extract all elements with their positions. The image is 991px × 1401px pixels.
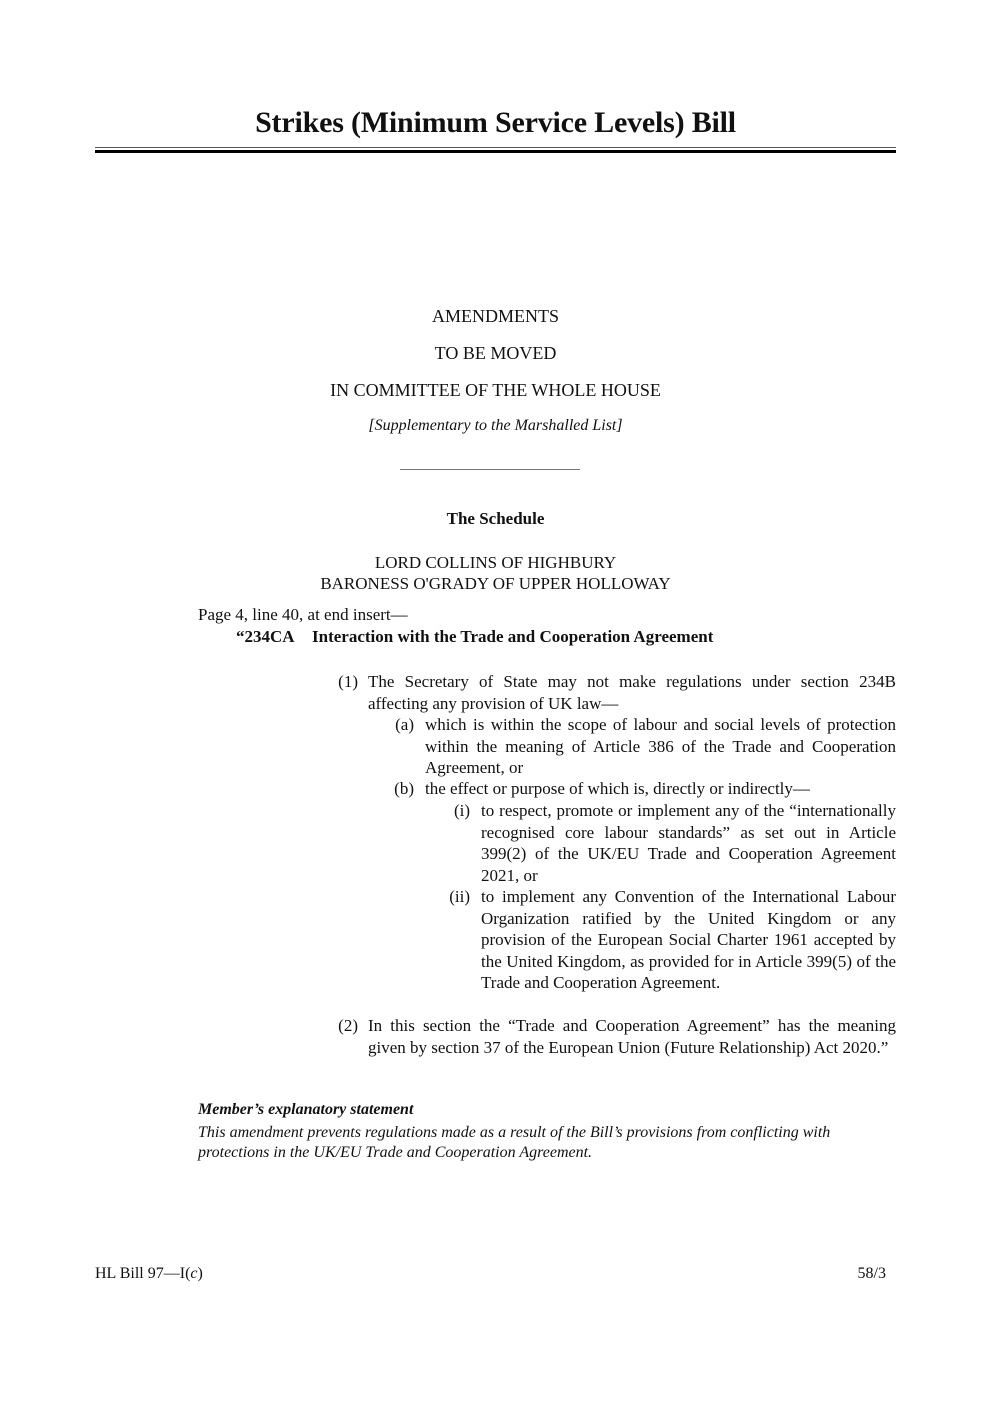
subparagraph-label-i: (i)	[453, 801, 470, 820]
subtitle: [Supplementary to the Marshalled List]	[368, 417, 623, 434]
section-heading: The Schedule	[446, 509, 545, 528]
footer-page-reference: 58/3	[857, 1265, 886, 1282]
subparagraph-label-ii: (ii)	[449, 887, 470, 906]
subsection-text-2: In this section the “Trade and Cooperation Agreement” has the meaning given by section 37 of the European Union (Future Relationship) Act 2020.”	[368, 1016, 896, 1057]
subsection-text-1: The Secretary of State may not make regulations under section 234B affecting any provision of UK law—	[368, 672, 896, 713]
paragraph-text-a: which is within the scope of labour and social levels of protection within the meaning of Article 386 of the Trade and Cooperation Agreement, or	[425, 715, 896, 777]
paragraph-text-b: the effect or purpose of which is, directly or indirectly—	[425, 779, 810, 798]
header-line-committee: IN COMMITTEE OF THE WHOLE HOUSE	[330, 380, 661, 400]
header-line-to-be-moved: TO BE MOVED	[434, 343, 557, 363]
explanatory-statement-text: This amendment prevents regulations made as a result of the Bill’s provisions from conflicting with protections in the UK/EU Trade and Cooperation Agreement.	[198, 1124, 831, 1161]
subparagraph-text-i: to respect, promote or implement any of the “internationally recognised core labour standards” as set out in Article 399(2) of the UK/EU Trade and Cooperation Agreement 2021, or	[481, 801, 896, 885]
paragraph-label-b: (b)	[394, 779, 414, 798]
title-rule-thin	[95, 147, 896, 148]
footer-bill-reference	[95, 1265, 203, 1283]
title-rule-thick	[95, 150, 896, 153]
clause-heading: Interaction with the Trade and Cooperation Agreement	[312, 627, 714, 646]
bill-title: Strikes (Minimum Service Levels) Bill	[255, 106, 736, 139]
subparagraph-text-ii: to implement any Convention of the International Labour Organization ratified by the United Kingdom or any provision of the European Social Charter 1961 accepted by the United Kingdom, as provided for in Article 399(5) of the Trade and Cooperation Agreement.	[481, 887, 896, 992]
amendment-instruction: Page 4, line 40, at end insert—	[198, 605, 408, 624]
header-line-amendments: AMENDMENTS	[431, 306, 559, 326]
subsection-label-2: (2)	[338, 1016, 358, 1035]
subsection-label-1: (1)	[338, 672, 358, 691]
mover-2: BARONESS O'GRADY OF UPPER HOLLOWAY	[320, 574, 671, 593]
paragraph-label-a: (a)	[395, 715, 414, 734]
footer-bill-prefix: HL Bill 97—I(	[95, 1265, 191, 1282]
footer-bill-suffix: )	[197, 1265, 203, 1282]
separator-rule	[400, 469, 580, 470]
footer-bill-italic: c	[190, 1265, 198, 1282]
mover-1: LORD COLLINS OF HIGHBURY	[374, 553, 617, 572]
clause-number: “234CA	[236, 627, 295, 646]
explanatory-statement-title: Member’s explanatory statement	[198, 1101, 414, 1118]
